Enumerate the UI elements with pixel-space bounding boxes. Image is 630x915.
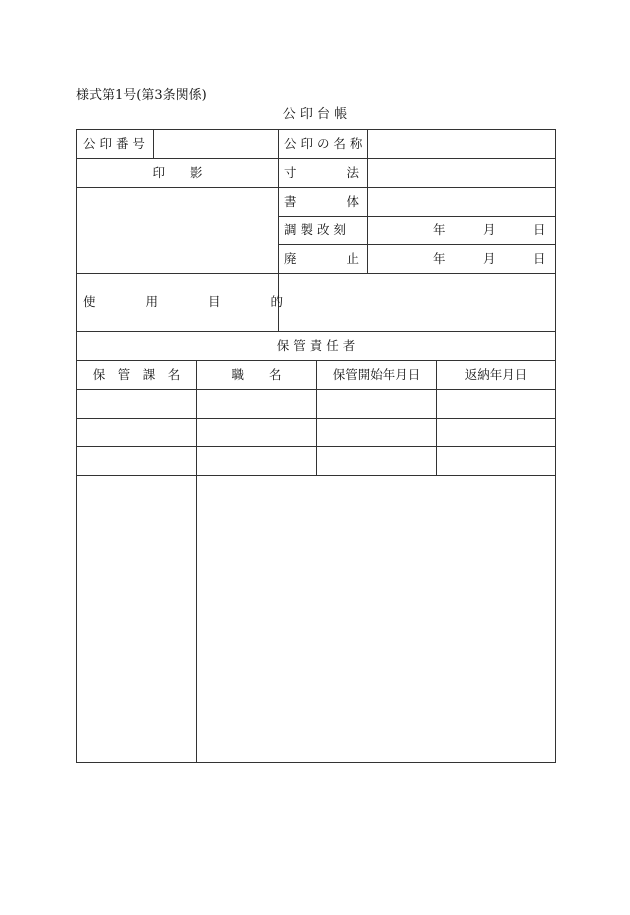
seal-register-form <box>76 129 556 763</box>
purpose-value[interactable] <box>284 280 549 324</box>
column-header-start-date: 保管開始年月日 <box>332 367 421 382</box>
abolished-label: 廃 止 <box>284 251 360 266</box>
column-header-section: 保 管 課 名 <box>92 367 181 382</box>
form-number-label: 様式第1号(第3条関係) <box>76 88 207 103</box>
abolished-date[interactable]: 年 月 日 <box>433 251 546 266</box>
document-title: 公 印 台 帳 <box>282 107 348 122</box>
rule-line <box>278 130 279 273</box>
rule-line <box>278 187 555 188</box>
remarks-left-area[interactable] <box>81 480 192 758</box>
rule-line <box>77 475 555 476</box>
size-label: 寸 法 <box>284 165 360 180</box>
made-date[interactable]: 年 月 日 <box>433 222 546 237</box>
rule-line <box>77 187 278 188</box>
column-header-title: 職 名 <box>231 367 282 382</box>
rule-line <box>77 331 555 332</box>
rule-line <box>77 273 555 274</box>
column-header-return-date: 返納年月日 <box>464 367 528 382</box>
remarks-right-area[interactable] <box>201 480 551 758</box>
rule-line <box>153 130 154 158</box>
made-label: 調 製 改 刻 <box>284 222 346 237</box>
seal-name-label: 公 印 の 名 称 <box>284 136 363 151</box>
rule-line <box>278 216 555 217</box>
seal-number-label: 公 印 番 号 <box>83 136 145 151</box>
impression-label: 印 影 <box>152 165 203 180</box>
rule-line <box>77 158 555 159</box>
purpose-label: 使 用 目 的 <box>83 294 284 309</box>
rule-line <box>196 360 197 763</box>
custodian-section-title: 保 管 責 任 者 <box>276 338 356 353</box>
rule-line <box>278 244 555 245</box>
font-label: 書 体 <box>284 194 360 209</box>
rule-line <box>367 130 368 273</box>
seal-impression-area[interactable] <box>81 192 274 270</box>
